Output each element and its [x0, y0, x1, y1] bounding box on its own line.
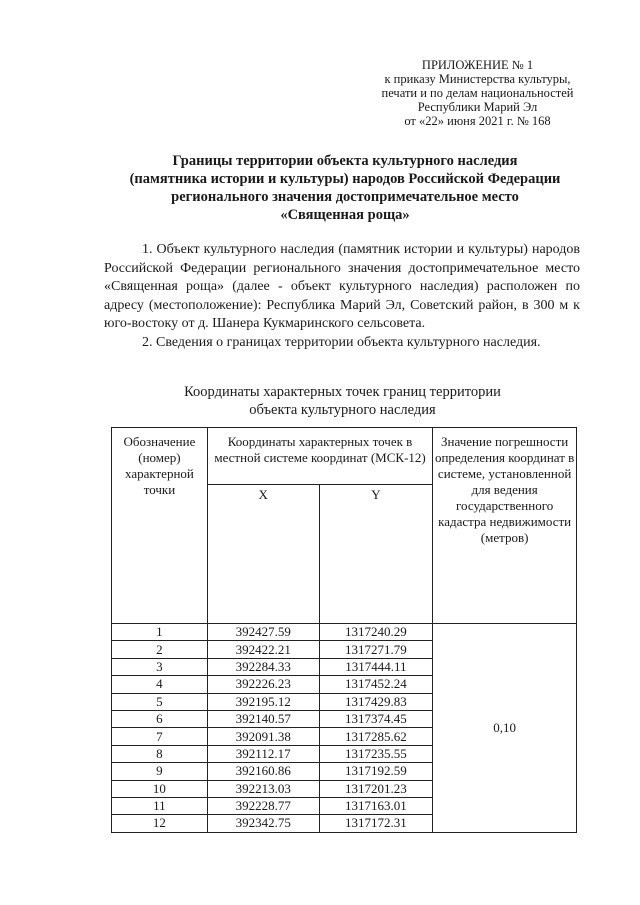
point-number-cell: 5 — [112, 693, 208, 710]
title-line: «Священная роща» — [280, 207, 410, 223]
y-coordinate-cell: 1317444.11 — [319, 658, 433, 675]
x-coordinate-cell: 392284.33 — [207, 658, 319, 675]
title-line: Границы территории объекта культурного наследия — [172, 153, 518, 169]
point-number-cell: 4 — [112, 676, 208, 693]
x-coordinate-cell: 392422.21 — [207, 641, 319, 658]
point-number-cell: 3 — [112, 658, 208, 675]
y-coordinate-cell: 1317172.31 — [319, 815, 433, 832]
document-title — [100, 152, 590, 224]
paragraph-2: 2. Сведения о границах территории объекта культурного наследия. — [142, 334, 541, 350]
x-coordinate-cell: 392213.03 — [207, 780, 319, 797]
appendix-line: печати и по делам национальностей — [381, 86, 574, 100]
y-coordinate-cell: 1317429.83 — [319, 693, 433, 710]
y-coordinate-cell: 1317163.01 — [319, 797, 433, 814]
table-caption — [150, 383, 535, 419]
x-coordinate-cell: 392228.77 — [207, 797, 319, 814]
point-number-cell: 2 — [112, 641, 208, 658]
y-coordinate-cell: 1317374.45 — [319, 710, 433, 727]
y-coordinate-cell: 1317452.24 — [319, 676, 433, 693]
header-x: X — [207, 485, 319, 624]
header-coordinates: Координаты характерных точек в местной системе координат (МСК-12) — [207, 428, 432, 485]
appendix-line: от «22» июня 2021 г. № 168 — [404, 114, 551, 128]
x-coordinate-cell: 392226.23 — [207, 676, 319, 693]
point-number-cell: 9 — [112, 763, 208, 780]
x-coordinate-cell: 392427.59 — [207, 624, 319, 641]
y-coordinate-cell: 1317192.59 — [319, 763, 433, 780]
appendix-line: Республики Марий Эл — [417, 100, 538, 114]
paragraph-1: 1. Объект культурного наследия (памятник истории и культуры) народов Российской Федерации регионального значения достопримечательное место «Священная роща» (далее - объект культурного наследия) расположен по адресу (местоположение): Республика Марий Эл, Советский район, в 300 м к юго-востоку от д. Шанера Кукмаринского сельсовета. — [104, 242, 580, 331]
header-error: Значение погрешности определения координат в системе, установленной для ведения государственного кадастра недвижимости (метров) — [433, 428, 577, 624]
point-number-cell: 12 — [112, 815, 208, 832]
y-coordinate-cell: 1317201.23 — [319, 780, 433, 797]
x-coordinate-cell: 392195.12 — [207, 693, 319, 710]
y-coordinate-cell: 1317235.55 — [319, 745, 433, 762]
title-line: (памятника истории и культуры) народов Российской Федерации — [129, 171, 561, 187]
x-coordinate-cell: 392140.57 — [207, 710, 319, 727]
point-number-cell: 6 — [112, 710, 208, 727]
appendix-header — [365, 58, 590, 128]
table-row — [112, 624, 577, 641]
caption-line: Координаты характерных точек границ территории — [184, 384, 501, 400]
point-number-cell: 7 — [112, 728, 208, 745]
header-y: Y — [319, 485, 433, 624]
x-coordinate-cell: 392091.38 — [207, 728, 319, 745]
point-number-cell: 1 — [112, 624, 208, 641]
y-coordinate-cell: 1317271.79 — [319, 641, 433, 658]
point-number-cell: 11 — [112, 797, 208, 814]
caption-line: объекта культурного наследия — [249, 402, 436, 418]
x-coordinate-cell: 392112.17 — [207, 745, 319, 762]
coordinates-table — [111, 427, 577, 833]
y-coordinate-cell: 1317240.29 — [319, 624, 433, 641]
title-line: регионального значения достопримечательное место — [171, 189, 519, 205]
x-coordinate-cell: 392160.86 — [207, 763, 319, 780]
header-point-number: Обозначение (номер) характерной точки — [112, 428, 208, 624]
body-text — [104, 241, 580, 352]
appendix-line: ПРИЛОЖЕНИЕ № 1 — [421, 58, 534, 72]
point-number-cell: 8 — [112, 745, 208, 762]
x-coordinate-cell: 392342.75 — [207, 815, 319, 832]
point-number-cell: 10 — [112, 780, 208, 797]
y-coordinate-cell: 1317285.62 — [319, 728, 433, 745]
error-value-cell: 0,10 — [433, 624, 577, 833]
appendix-line: к приказу Министерства культуры, — [384, 72, 571, 86]
